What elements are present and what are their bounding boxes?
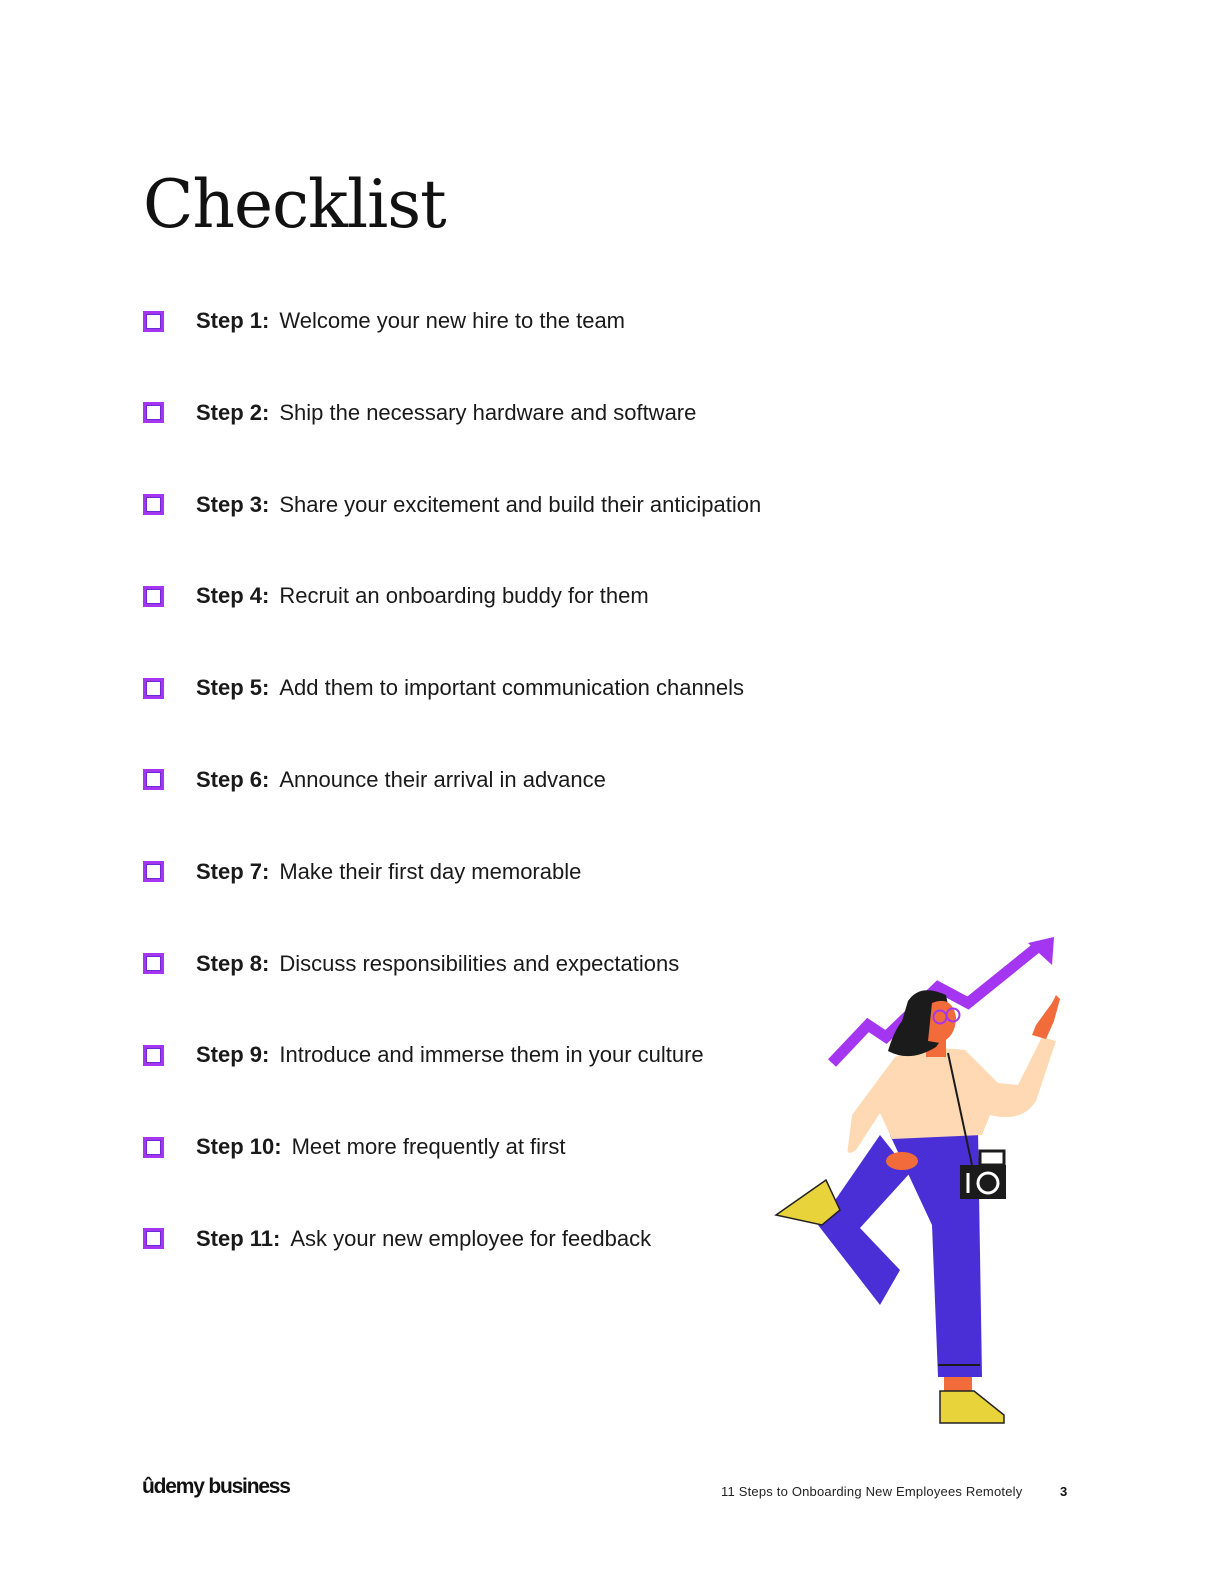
checklist-item[interactable] <box>143 946 843 982</box>
checklist-item[interactable] <box>143 395 843 431</box>
udemy-business-logo: ûdemy business <box>142 1475 290 1498</box>
step-label: Step 3: <box>196 491 270 517</box>
checkbox[interactable] <box>143 586 164 607</box>
checkbox[interactable] <box>143 311 164 332</box>
step-text: Share your excitement and build their anticipation <box>279 491 762 517</box>
step-label: Step 7: <box>196 858 270 884</box>
checkbox[interactable] <box>143 494 164 515</box>
checkbox[interactable] <box>143 1137 164 1158</box>
step-text: Announce their arrival in advance <box>279 766 606 792</box>
checkbox[interactable] <box>143 769 164 790</box>
step-label: Step 10: <box>196 1134 282 1160</box>
checklist-item[interactable] <box>143 1037 843 1073</box>
step-text: Welcome your new hire to the team <box>279 308 625 333</box>
hip-hand <box>886 1152 918 1170</box>
page-title: Checklist <box>143 166 446 243</box>
step-label: Step 1: <box>196 308 270 333</box>
standing-shoe <box>940 1391 1004 1423</box>
step-label: Step 4: <box>196 583 270 609</box>
checklist-item[interactable] <box>143 854 843 890</box>
step-text: Ship the necessary hardware and software <box>279 399 697 425</box>
step-label: Step 9: <box>196 1042 270 1068</box>
checklist-item[interactable] <box>143 303 843 339</box>
step-text: Ask your new employee for feedback <box>290 1225 652 1251</box>
raised-shoe <box>776 1180 840 1225</box>
checklist-item[interactable] <box>143 578 843 614</box>
checklist-item[interactable] <box>143 1221 843 1257</box>
checkbox[interactable] <box>143 678 164 699</box>
checklist-item[interactable] <box>143 487 843 523</box>
checklist-item[interactable] <box>143 670 843 706</box>
step-text: Make their first day memorable <box>279 858 582 884</box>
checklist-item[interactable] <box>143 762 843 798</box>
checkbox[interactable] <box>143 1045 164 1066</box>
step-label: Step 8: <box>196 950 270 976</box>
step-label: Step 11: <box>196 1225 281 1251</box>
checklist-item[interactable] <box>143 1129 843 1165</box>
step-text: Recruit an onboarding buddy for them <box>279 583 649 609</box>
step-text: Discuss responsibilities and expectations <box>279 950 680 976</box>
checkbox[interactable] <box>143 1228 164 1249</box>
checklist <box>143 303 843 1313</box>
step-text: Add them to important communication channels <box>279 675 745 701</box>
step-label: Step 2: <box>196 399 270 425</box>
camera-flash <box>980 1151 1004 1165</box>
checkbox[interactable] <box>143 861 164 882</box>
pointing-hand <box>1032 995 1060 1039</box>
step-label: Step 6: <box>196 766 270 792</box>
page-number: 3 <box>1060 1484 1068 1499</box>
checkbox[interactable] <box>143 402 164 423</box>
step-text: Meet more frequently at first <box>291 1134 566 1160</box>
step-label: Step 5: <box>196 675 270 701</box>
woman-with-camera-pointing-at-rising-arrow-icon <box>760 925 1080 1435</box>
ankle <box>944 1377 972 1391</box>
step-text: Introduce and immerse them in your culture <box>279 1042 704 1068</box>
torso <box>848 1037 1056 1153</box>
checkbox[interactable] <box>143 953 164 974</box>
footer-document-title: 11 Steps to Onboarding New Employees Remotely <box>721 1484 1023 1499</box>
